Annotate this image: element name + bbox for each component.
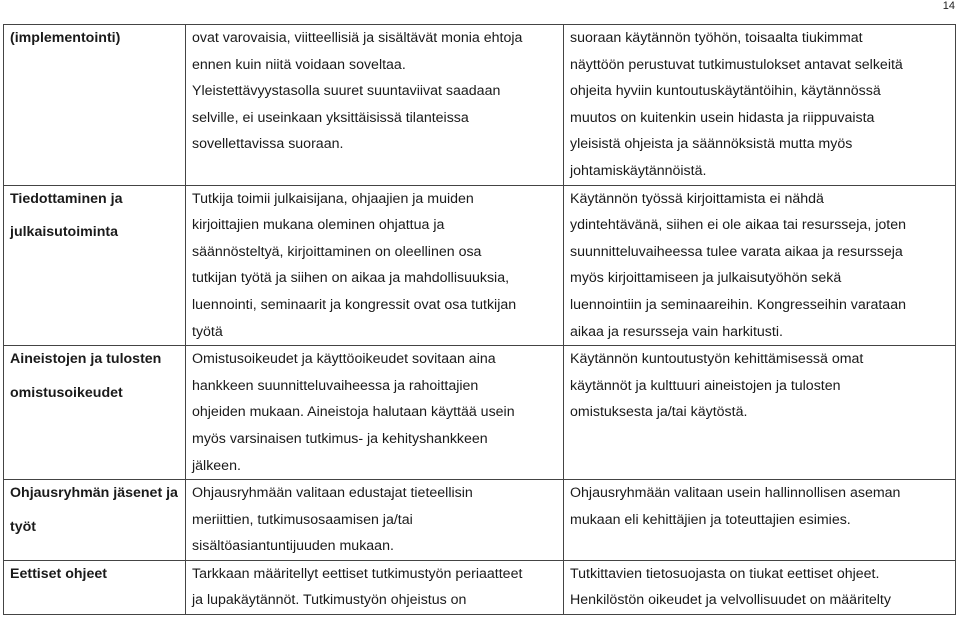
research-cell-line: Yleistettävyystasolla suuret suuntaviivat saadaan <box>192 83 501 100</box>
research-cell <box>186 480 564 561</box>
research-cell-line: ovat varovaisia, viitteellisiä ja sisältävät monia ehtoja <box>192 30 523 46</box>
table-row <box>4 480 956 561</box>
practice-cell-line: Käytännön kuntoutustyön kehittämisessä omat <box>570 351 864 368</box>
research-cell-line: Ohjausryhmään valitaan edustajat tieteellisin <box>192 485 473 502</box>
research-cell-line: myös varsinaisen tutkimus- ja kehityshankkeen <box>192 430 488 447</box>
topic-cell <box>4 25 186 186</box>
topic-cell-line: Aineistojen ja tulosten <box>10 351 162 368</box>
practice-cell <box>564 560 956 614</box>
research-cell <box>186 560 564 614</box>
comparison-table <box>3 24 956 615</box>
topic-cell-line: (implementointi) <box>10 30 121 46</box>
topic-cell-line: julkaisutoiminta <box>10 224 118 241</box>
practice-cell-line: Henkilöstön oikeudet ja velvollisuudet on määritelty <box>570 592 891 609</box>
practice-cell-line: suoraan käytännön työhön, toisaalta tiukimmat <box>570 30 863 46</box>
practice-cell-line: myös kirjoittamiseen ja julkaisutyöhön sekä <box>570 270 842 287</box>
practice-cell <box>564 346 956 480</box>
research-cell-line: Omistusoikeudet ja käyttöoikeudet sovitaan aina <box>192 351 496 368</box>
page-number: 14 <box>942 0 955 12</box>
practice-cell-line: ydintehtävänä, siihen ei ole aikaa tai resursseja, joten <box>570 217 906 234</box>
practice-cell-line: mukaan eli kehittäjien ja toteuttajien esimies. <box>570 511 851 528</box>
table-row <box>4 185 956 346</box>
research-cell-line: kirjoittajien mukana oleminen ohjattua ja <box>192 217 445 234</box>
topic-cell <box>4 560 186 614</box>
practice-cell-line: näyttöön perustuvat tutkimustulokset antavat selkeitä <box>570 56 903 73</box>
research-cell-line: tutkijan työtä ja siihen on aikaa ja mahdollisuuksia, <box>192 270 510 287</box>
practice-cell-line: käytännöt ja kulttuuri aineistojen ja tulosten <box>570 377 841 394</box>
research-cell-line: selville, ei useinkaan yksittäisissä tilanteissa <box>192 109 469 126</box>
practice-cell-line: aikaa ja resursseja vain harkitusti. <box>570 323 783 340</box>
topic-cell <box>4 346 186 480</box>
topic-cell-line: Ohjausryhmän jäsenet ja <box>10 485 178 502</box>
topic-cell-line: Eettiset ohjeet <box>10 565 107 582</box>
practice-cell-line: suunnitteluvaiheessa tulee varata aikaa ja resursseja <box>570 243 903 260</box>
practice-cell-line: muutos on kuitenkin usein hidasta ja riippuvaista <box>570 109 875 126</box>
practice-cell-line: omistuksesta ja/tai käytöstä. <box>570 404 748 421</box>
practice-cell-line: Käytännön työssä kirjoittamista ei nähdä <box>570 190 824 207</box>
research-cell-line: työtä <box>192 323 223 340</box>
research-cell <box>186 346 564 480</box>
research-cell <box>186 185 564 346</box>
table-row <box>4 346 956 480</box>
research-cell-line: säännösteltyä, kirjoittaminen on oleellinen osa <box>192 243 482 260</box>
table-row <box>4 25 956 186</box>
research-cell-line: Tutkija toimii julkaisijana, ohjaajien ja muiden <box>192 190 474 207</box>
practice-cell <box>564 185 956 346</box>
topic-cell-line: työt <box>10 518 37 535</box>
research-cell-line: meriittien, tutkimusosaamisen ja/tai <box>192 511 413 528</box>
research-cell-line: sovellettavissa suoraan. <box>192 136 344 153</box>
research-cell-line: hankkeen suunnitteluvaiheessa ja rahoittajien <box>192 377 479 394</box>
practice-cell-line: luennointiin ja seminaareihin. Kongresseihin varataan <box>570 296 906 313</box>
research-cell-line: luennointi, seminaarit ja kongressit ovat osa tutkijan <box>192 296 517 313</box>
practice-cell-line: Tutkittavien tietosuojasta on tiukat eettiset ohjeet. <box>570 565 880 582</box>
practice-cell-line: Ohjausryhmään valitaan usein hallinnollisen aseman <box>570 485 901 502</box>
topic-cell-line: omistusoikeudet <box>10 384 123 401</box>
practice-cell <box>564 480 956 561</box>
practice-cell-line: ohjeita hyviin kuntoutuskäytäntöihin, käytännössä <box>570 83 881 100</box>
practice-cell <box>564 25 956 186</box>
practice-cell-line: yleisistä ohjeista ja säännöksistä mutta myös <box>570 136 853 153</box>
research-cell-line: sisältöasiantuntijuuden mukaan. <box>192 538 394 555</box>
research-cell-line: ennen kuin niitä voidaan soveltaa. <box>192 56 406 73</box>
research-cell-line: ja lupakäytännöt. Tutkimustyön ohjeistus on <box>192 592 467 609</box>
research-cell-line: jälkeen. <box>192 457 241 474</box>
research-cell <box>186 25 564 186</box>
practice-cell-line: johtamiskäytännöistä. <box>570 162 707 179</box>
table-row <box>4 560 956 614</box>
research-cell-line: ohjeiden mukaan. Aineistoja halutaan käyttää usein <box>192 404 515 421</box>
topic-cell-line: Tiedottaminen ja <box>10 190 123 207</box>
topic-cell <box>4 480 186 561</box>
topic-cell <box>4 185 186 346</box>
research-cell-line: Tarkkaan määritellyt eettiset tutkimustyön periaatteet <box>192 565 523 582</box>
